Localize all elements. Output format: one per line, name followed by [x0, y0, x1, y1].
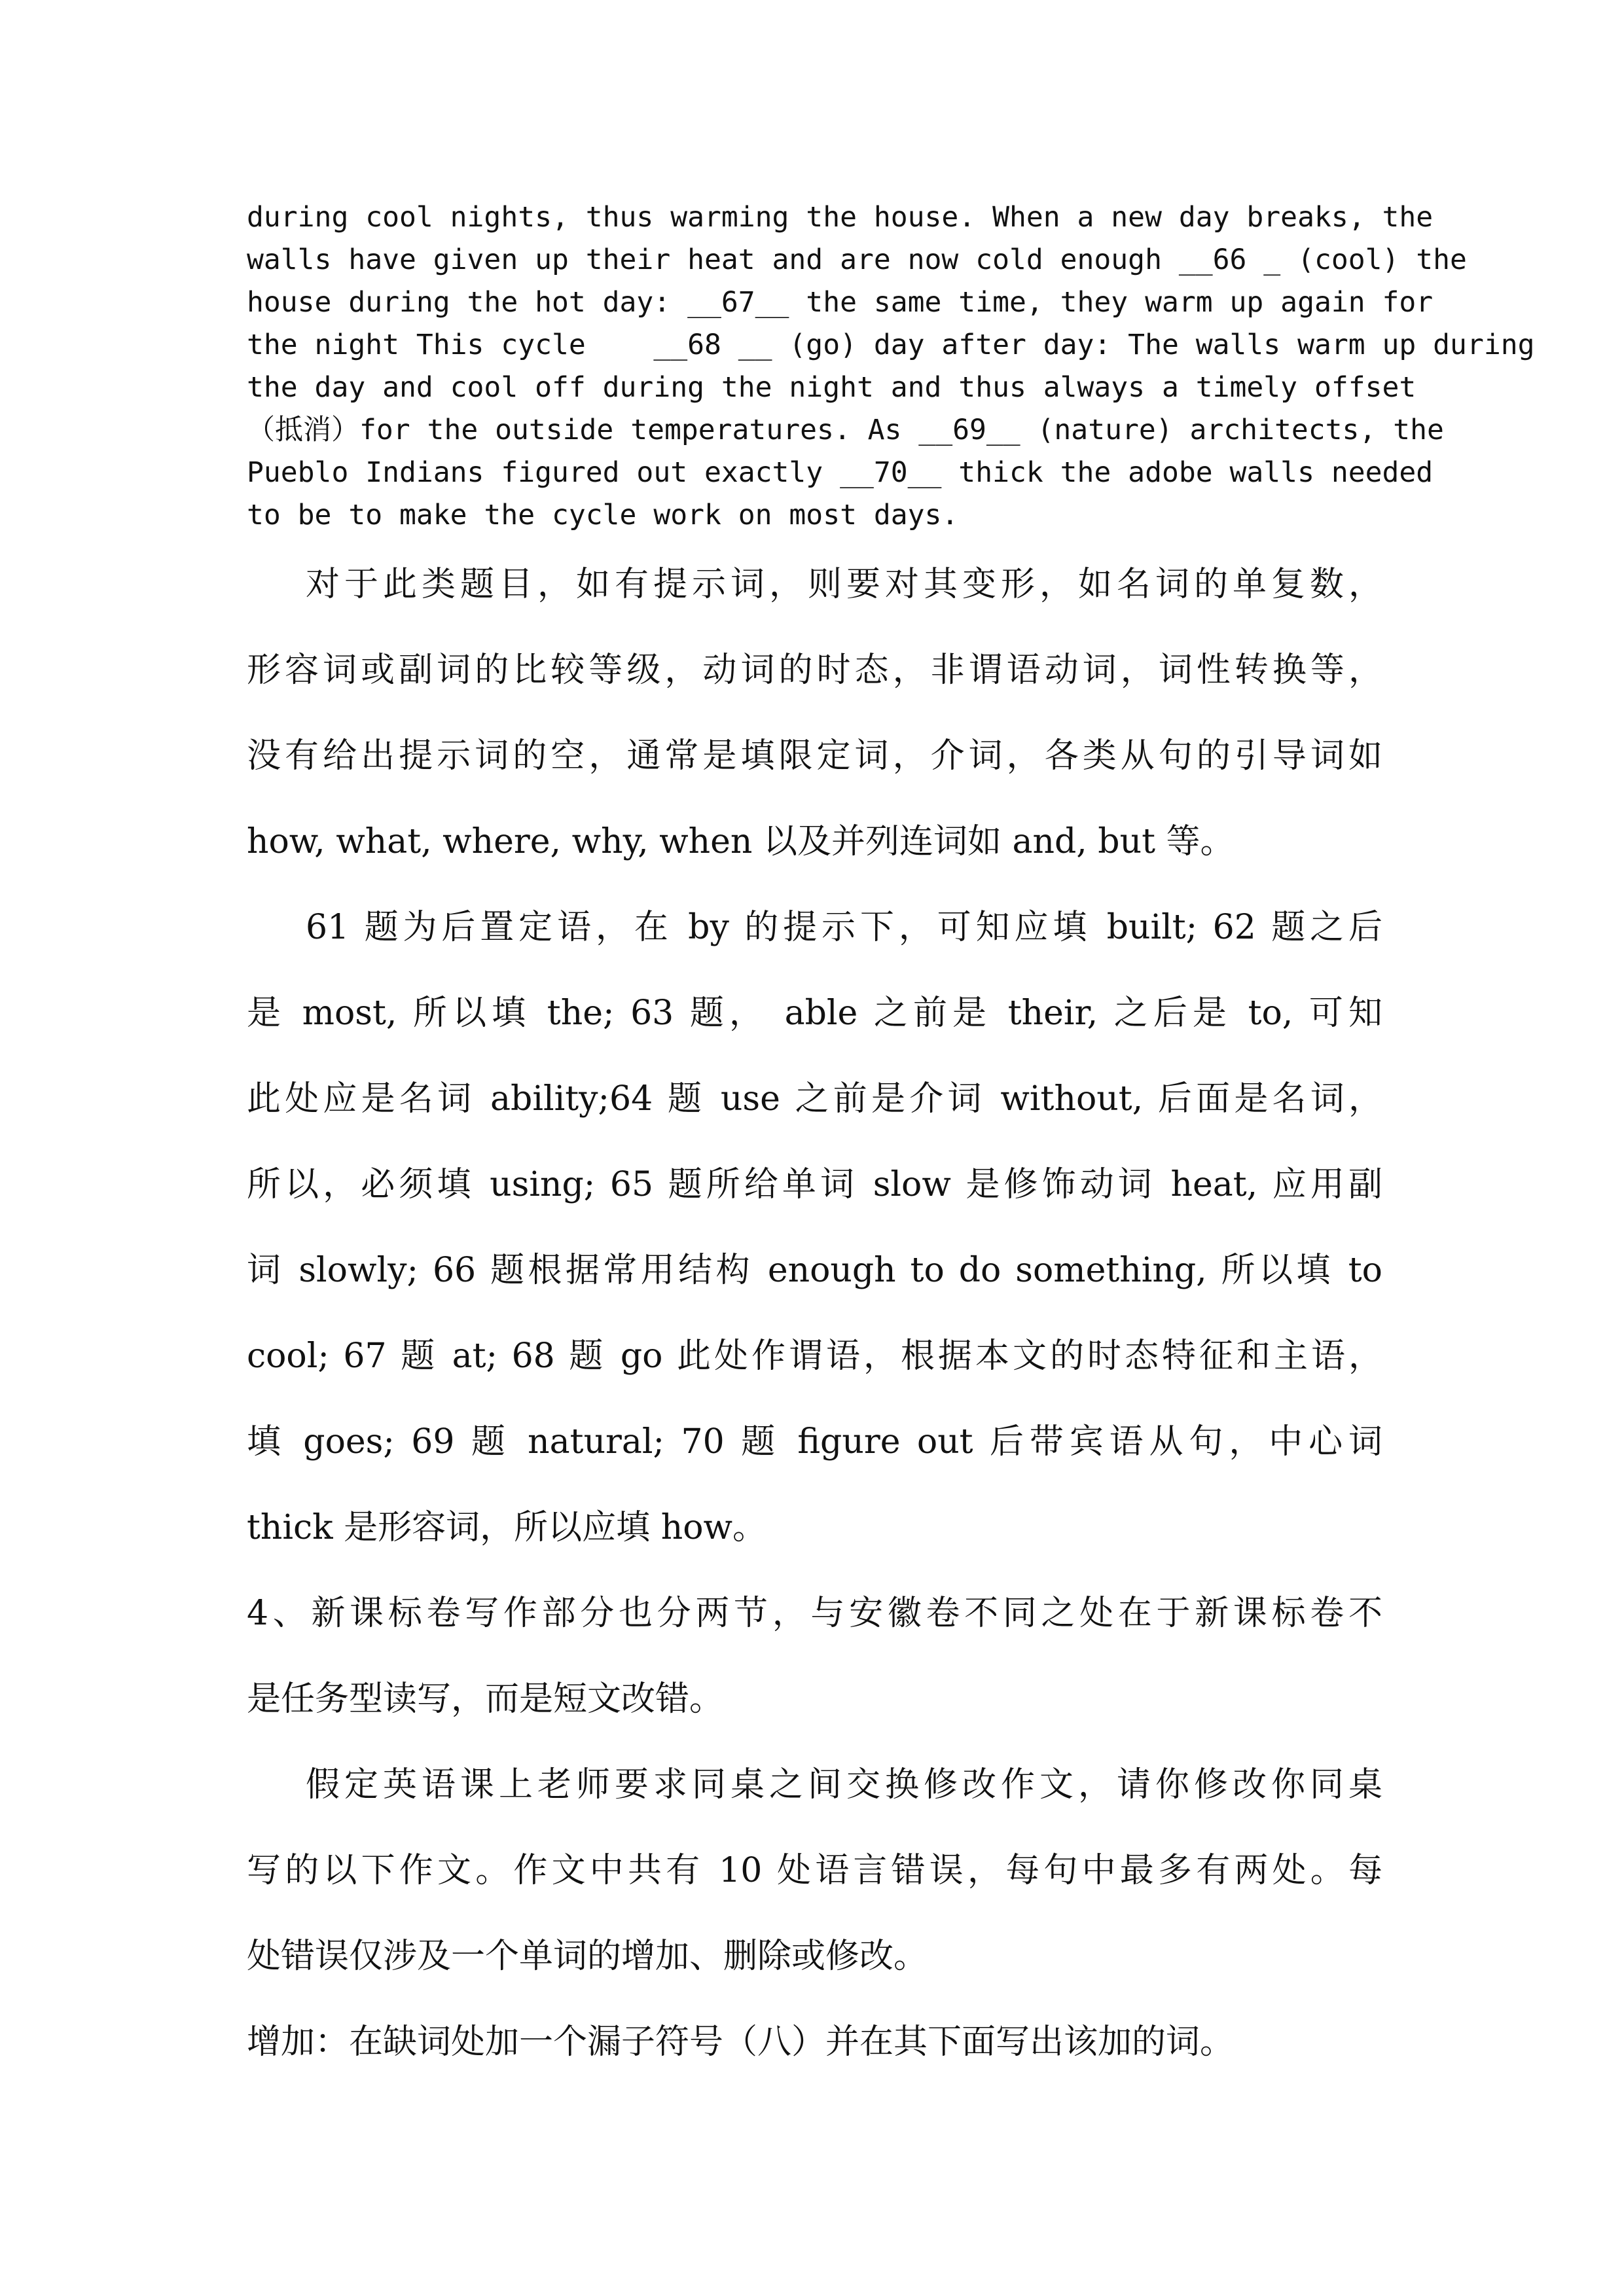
passage-line: during cool nights, thus warming the house. When a new day breaks, the	[247, 201, 1434, 234]
paragraph-line: 是 most, 所以填 the; 63 题， able 之前是 their, 之后是 to, 可知	[247, 994, 1382, 1033]
paragraph-line: 词 slowly; 66 题根据常用结构 enough to do something, 所以填 to	[247, 1251, 1382, 1290]
task-instruction-paragraph	[247, 1742, 1382, 2000]
addition-rule-paragraph	[247, 2000, 1382, 2085]
paragraph-line: cool; 67 题 at; 68 题 go 此处作谓语，根据本文的时态特征和主语，	[247, 1336, 1382, 1376]
passage-line: （抵消）for the outside temperatures. As __69__ (nature) architects, the	[247, 414, 1444, 446]
paragraph-line: 此处应是名词 ability;64 题 use 之前是介词 without, 后面是名词，	[247, 1079, 1382, 1119]
paragraph-line: 没有给出提示词的空，通常是填限定词，介词，各类从句的引导词如	[247, 736, 1382, 776]
paragraph-line: 形容词或副词的比较等级，动词的时态，非谓语动词，词性转换等，	[247, 651, 1382, 690]
paragraph-line: 对于此类题目，如有提示词，则要对其变形，如名词的单复数，	[306, 565, 1382, 604]
paragraph-line: 是任务型读写，而是短文改错。	[247, 1679, 724, 1719]
paragraph-line: 假定英语课上老师要求同桌之间交换修改作文，请你修改你同桌	[306, 1765, 1382, 1804]
explanation-paragraph-1	[247, 542, 1382, 885]
english-passage	[247, 196, 1535, 537]
passage-line: the night This cycle __68 __ (go) day after day: The walls warm up during	[247, 329, 1535, 361]
answer-explanation-paragraph	[247, 885, 1382, 1571]
paragraph-line: thick 是形容词，所以应填 how。	[247, 1508, 767, 1547]
paragraph-line: 所以，必须填 using; 65 题所给单词 slow 是修饰动词 heat, 应用副	[247, 1165, 1382, 1204]
paragraph-line: 处错误仅涉及一个单词的增加、删除或修改。	[247, 1937, 928, 1976]
paragraph-line: 4、新课标卷写作部分也分两节，与安徽卷不同之处在于新课标卷不	[247, 1594, 1382, 1633]
document-page	[247, 196, 1535, 2085]
passage-line: to be to make the cycle work on most days.	[247, 499, 959, 531]
paragraph-line: 填 goes; 69 题 natural; 70 题 figure out 后带宾语从句，中心词	[247, 1422, 1382, 1462]
passage-line: walls have given up their heat and are now cold enough __66 _ (cool) the	[247, 243, 1467, 276]
passage-line: house during the hot day: __67__ the same time, they warm up again for	[247, 286, 1434, 319]
paragraph-line: 增加：在缺词处加一个漏子符号（八）并在其下面写出该加的词。	[247, 2022, 1235, 2062]
passage-line: the day and cool off during the night and thus always a timely offset	[247, 371, 1416, 404]
section-4-paragraph	[247, 1571, 1382, 1742]
passage-line: Pueblo Indians figured out exactly __70__ thick the adobe walls needed	[247, 456, 1434, 489]
paragraph-line: 61 题为后置定语，在 by 的提示下，可知应填 built; 62 题之后	[306, 908, 1382, 947]
paragraph-line: 写的以下作文。作文中共有 10 处语言错误，每句中最多有两处。每	[247, 1851, 1382, 1890]
paragraph-line: how, what, where, why, when 以及并列连词如 and, but 等。	[247, 822, 1235, 861]
